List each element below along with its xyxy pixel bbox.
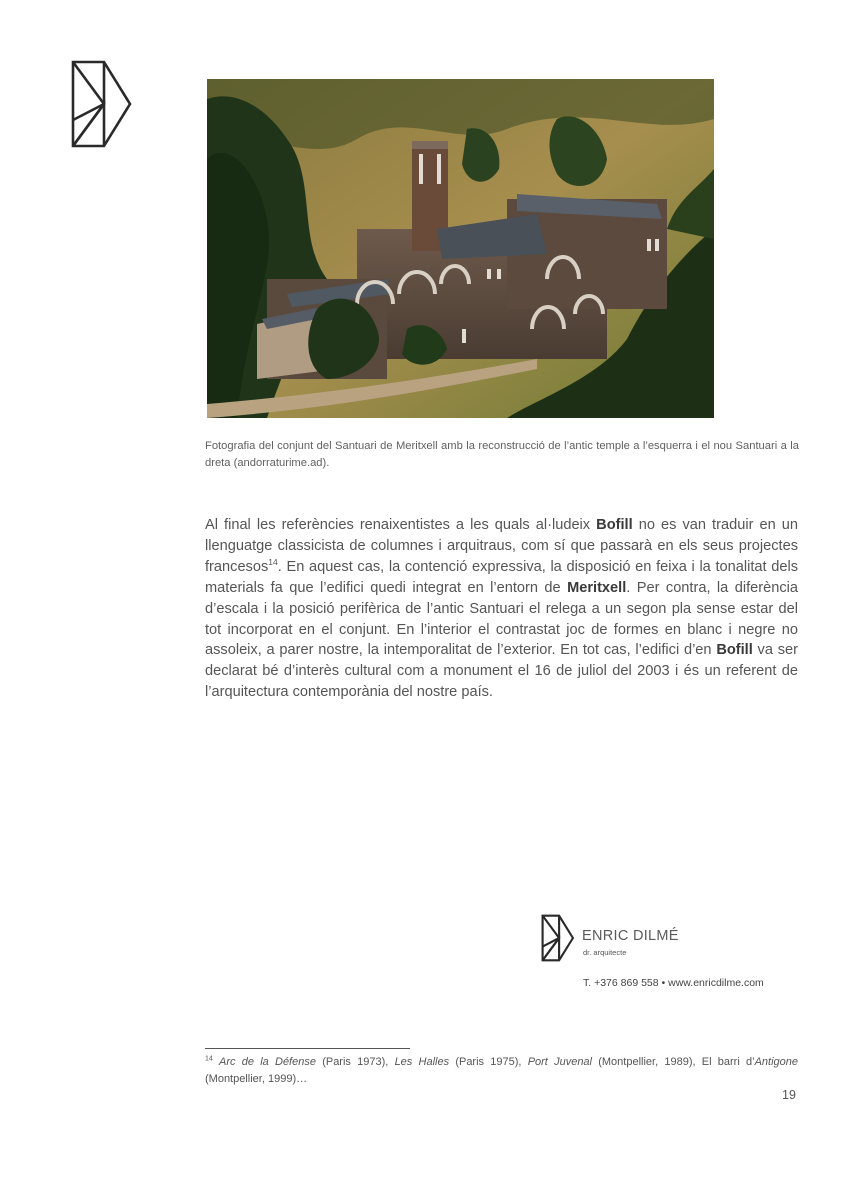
brand-logo-icon [541, 914, 574, 962]
footnote-work: Antigone [754, 1056, 799, 1068]
footnote-work: Port Juvenal [527, 1056, 592, 1068]
bold-name: Bofill [716, 642, 753, 659]
page-number: 19 [782, 1088, 796, 1102]
footnote-text: (Montpellier, 1999)… [205, 1073, 308, 1085]
footnote-divider [205, 1048, 410, 1049]
footnote-text: (Montpellier, 1989), El barri d’ [592, 1056, 755, 1068]
bold-place: Meritxell [567, 579, 627, 596]
footnote-work: Arc de la Défense [219, 1056, 316, 1068]
brand-name: ENRIC DILMÉ [582, 928, 679, 944]
text-run: no es van traduir en un llenguatge classicista de columnes i arquitraus, com sí que passarà en els seus projectes francesos [205, 517, 799, 575]
author-brand [541, 914, 791, 994]
text-run: va ser declarat bé d’interès cultural com a monument el 16 de juliol del 2003 i és un referent de l’arquitectura contemporània del nostre país. [205, 642, 799, 701]
footnote-work: Les Halles [394, 1056, 450, 1068]
text-run: Al final les referències renaixentistes a les quals al·ludeix [205, 517, 597, 533]
footnote-text: (Paris 1973), [315, 1056, 395, 1068]
bold-name: Bofill [596, 517, 633, 533]
text-run: . Per contra, la diferència d’escala i la posició perifèrica de l’antic Santuari el relega a un segon pla sense estar del tot incorporat en el conjunt. En l’interior el contrastat joc de formes en blanc i negre no assoleix, a parer nostre, la intemporalitat de l’exterior. En tot cas, l’edifici d’en [205, 579, 798, 659]
footnote [205, 1054, 798, 1088]
body-paragraph [205, 515, 798, 703]
logo-icon [70, 60, 132, 148]
brand-subtitle: dr. arquitecte [583, 948, 627, 957]
text-run: . En aquest cas, la contenció expressiva, la disposició en feixa i la tonalitat dels materials fa que l’edifici quedi integrat en l’entorn de [205, 558, 798, 596]
photo-caption: Fotografia del conjunt del Santuari de Meritxell amb la reconstrucció de l’antic temple a l’esquerra i el nou Santuari a la dreta (andorraturime.ad). [205, 440, 799, 469]
footnote-number: 14 [205, 1055, 213, 1063]
footnote-text: (Paris 1975), [449, 1056, 528, 1068]
sanctuary-photo [207, 79, 714, 418]
brand-contact: T. +376 869 558 • www.enricdilme.com [583, 977, 764, 989]
footnote-reference: 14 [268, 556, 278, 567]
